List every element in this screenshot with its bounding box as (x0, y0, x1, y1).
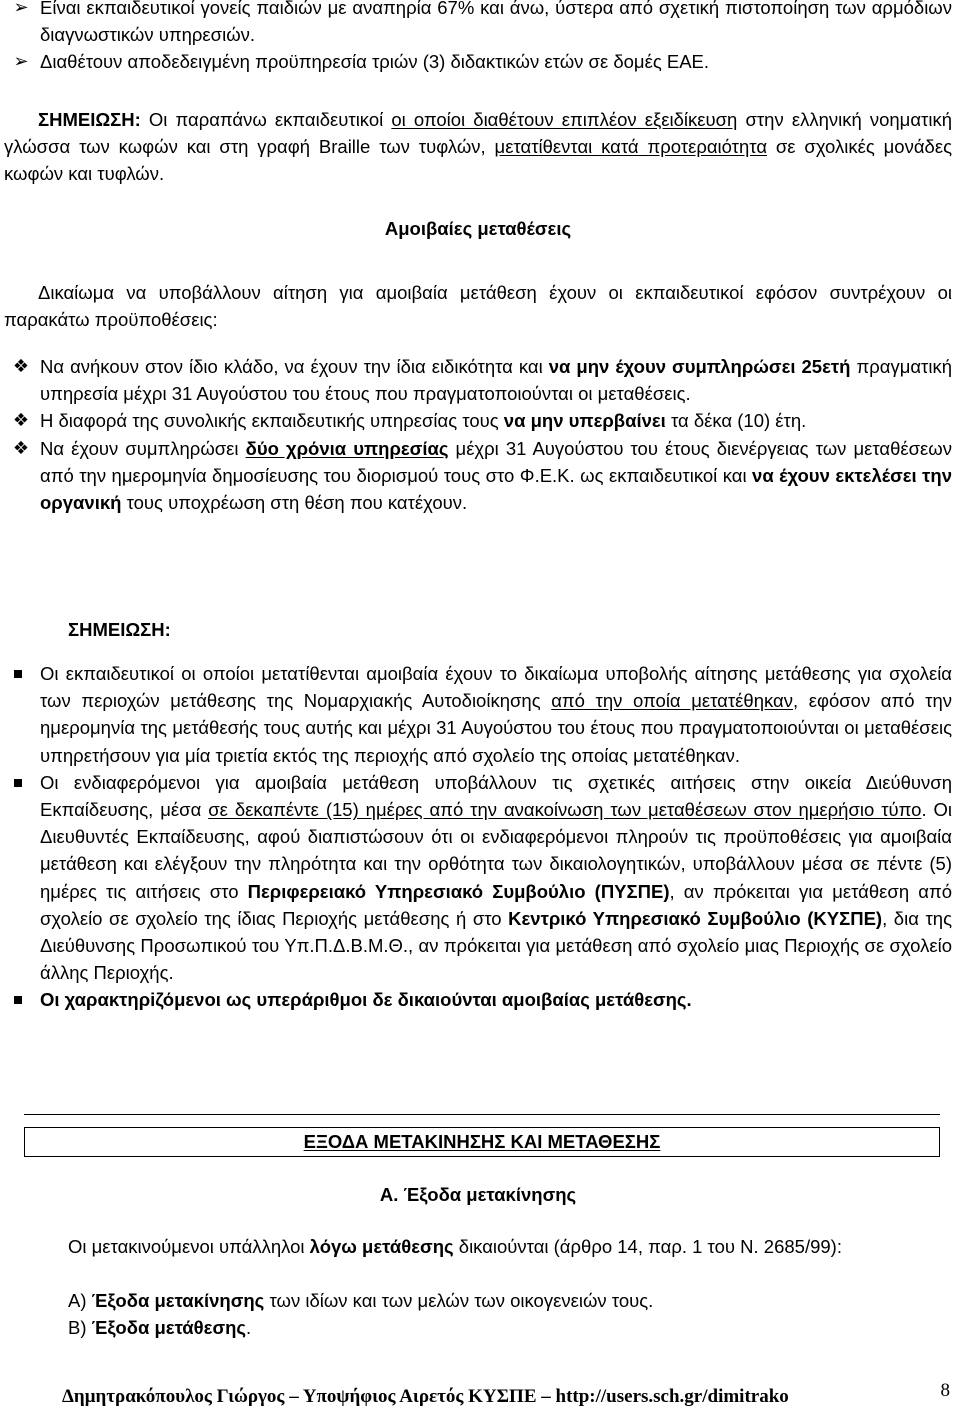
page-footer (0, 1380, 960, 1409)
text-run: , αν πρόκειται για μετάθεση από σχολείο σε σχολείο της ίδιας Περιοχής μετάθεσης ή στο (40, 880, 953, 929)
bold-text: ΣΗΜΕΙΩΣΗ: (38, 109, 141, 130)
list-item (4, 435, 952, 517)
top-bullet-list (4, 0, 952, 76)
section-a-title: Α. Έξοδα μετακίνησης (379, 1184, 577, 1205)
footer-text: Δημητρακόπουλος Γιώργος – Υποψήφιος Αιρετός ΚΥΣΠΕ – http://users.sch.gr/dimitrako (62, 1386, 789, 1407)
text-run: πραγματική υπηρεσία μέχρι 31 Αυγούστου του έτους που πραγματοποιούνται οι μεταθέσεις. (40, 356, 952, 405)
list-item (4, 407, 952, 434)
list-item (4, 353, 952, 407)
list-item (4, 0, 952, 48)
text-run: των ιδίων και των μελών των οικογενειών τους. (264, 1290, 654, 1311)
text-run: σε σχολικές μονάδες κωφών και τυφλών. (4, 136, 952, 185)
text-run: δικαιούνται (άρθρο 14, παρ. 1 του Ν. 2685/99): (453, 1236, 842, 1257)
bold-text: λόγω μετάθεσης (309, 1236, 454, 1257)
four-diamond-icon: ❖ (12, 356, 30, 376)
boxed-section-title: ΕΞΟΔΑ ΜΕΤΑΚΙΝΗΣΗΣ ΚΑΙ ΜΕΤΑΘΕΣΗΣ (24, 1127, 940, 1157)
bold-text: Έξοδα μετάθεσης (91, 1317, 247, 1339)
four-diamond-icon: ❖ (12, 410, 30, 431)
arrow-head-icon: ➢ (13, 0, 29, 17)
bold-text: Οι χαρακτηρiζόμενοι ως υπεράριθμοι δε δικαιούνται αμοιβαίας μετάθεσης. (40, 989, 692, 1011)
four-diamond-icon: ❖ (12, 437, 30, 458)
text-run: , εφόσον από την ημερομηνία της μετάθεσής τους αυτής και μέχρι 31 Αυγούστου του έτους που πραγματοποιούνται οι μεταθέσεις υπηρετήσουν για μία τριετία εκτός της περιοχής από σχολείο της οποίας μετατέθηκαν. (40, 690, 952, 766)
text-run: Β) (68, 1317, 92, 1339)
bold-underlined-text: δύο χρόνια υπηρεσίας (245, 437, 449, 459)
text-run: . (246, 1317, 252, 1339)
text-run: Είναι εκπαιδευτικοί γονείς παιδιών με αναπηρία 67% και άνω, ύστερα από σχετική πιστοποίηση των αρμόδιων διαγνωστικών υπηρεσιών. (40, 0, 952, 46)
square-icon (14, 996, 22, 1004)
underlined-text: από την οποία μετατέθηκαν (551, 690, 793, 712)
note-heading: ΣΗΜΕΙΩΣΗ: (68, 619, 171, 640)
bullet-text (40, 0, 952, 45)
section-a-intro (4, 1233, 952, 1260)
separator-line (24, 1114, 940, 1115)
text-run: Οι εκπαιδευτικοί οι οποίοι μετατίθενται αμοιβαία έχουν το δικαίωμα υποβολής αίτησης μετάθεσης για σχολεία των περιοχών μετάθεσης της Νομαρχιακής Αυτοδιοίκησης (40, 663, 952, 712)
text-run: . Οι Διευθυντές Εκπαίδευσης, αφού διαπιστώσουν ότι οι ενδιαφερόμενοι πληρούν τις προϋποθέσεις για αμοιβαία μετάθεση και ελέγξουν την πληρότητα και την ορθότητα των δικαιολογητικών, υποβάλλουν μέσα σε πέντε (5) ημέρες τις αιτήσεις στο (40, 799, 953, 902)
text-run: τα δέκα (10) έτη. (665, 410, 807, 432)
bold-text: Έξοδα μετακίνησης (91, 1290, 265, 1311)
text-run: Διαθέτουν αποδεδειγμένη προϋπηρεσία τριών (3) διδακτικών ετών σε δομές ΕΑΕ. (40, 51, 710, 73)
bold-text: να μην έχουν συμπληρώσει 25ετή (548, 356, 851, 377)
list-item (68, 1314, 948, 1341)
text-run: Α) (68, 1290, 92, 1311)
bold-text: Περιφερειακό Υπηρεσιακό Συμβούλιο (ΠΥΣΠΕ) (247, 880, 670, 902)
section-title-mutual-transfers: Αμοιβαίες μεταθέσεις (384, 218, 572, 239)
list-item (4, 769, 952, 987)
underlined-text: μετατίθενται κατά προτεραιότητα (494, 136, 768, 158)
square-icon (14, 670, 22, 678)
text-run: Οι ενδιαφερόμενοι για αμοιβαία μετάθεση υποβάλλουν τις σχετικές αιτήσεις στην οικεία Διεύθυνση Εκπαίδευσης, μέσα (40, 771, 952, 821)
underlined-text: οι οποίοι διαθέτουν επιπλέον εξειδίκευση (391, 109, 738, 130)
underlined-text: σε δεκαπέντε (15) ημέρες από την ανακοίνωση των μεταθέσεων στον ημερήσιο τύπο (208, 799, 922, 821)
list-item (4, 48, 952, 75)
conditions-list (4, 353, 952, 516)
bold-text: να μην υπερβαίνει (503, 410, 666, 432)
section-a-list (68, 1287, 948, 1341)
page-number: 8 (940, 1380, 950, 1401)
text-run: Οι παραπάνω εκπαιδευτικοί (140, 109, 392, 130)
square-icon (14, 779, 22, 787)
text-run: , δια της Διεύθυνσης Προσωπικού του Υπ.Π.Δ.Β.Μ.Θ., αν πρόκειται για μετάθεση από σχολείο μιας Περιοχής σε σχολείο άλλης Περιοχής. (40, 907, 952, 984)
list-item (4, 986, 952, 1013)
bold-text: να έχουν εκτελέσει την οργανική (40, 464, 952, 514)
list-item (68, 1287, 948, 1314)
text-run: μέχρι 31 Αυγούστου του έτους διενέργειας των μεταθέσεων από την ημερομηνία δημοσίευσης του διορισμού τους στο Φ.Ε.Κ. ως εκπαιδευτικοί και (40, 437, 952, 486)
text-run: στην ελληνική νοηματική γλώσσα των κωφών και στη γραφή Braille των τυφλών, (4, 109, 952, 158)
text-run: Να έχουν συμπληρώσει (40, 437, 246, 459)
text-run: Οι μετακινούμενοι υπάλληλοι (68, 1236, 310, 1257)
special-note-paragraph (4, 106, 952, 188)
text-run: Η διαφορά της συνολικής εκπαιδευτικής υπηρεσίας τους (40, 410, 504, 432)
text-run: τους υποχρέωση στη θέση που κατέχουν. (121, 492, 468, 514)
notes-list (4, 660, 952, 1014)
list-item (4, 660, 952, 769)
arrow-head-icon: ➢ (13, 51, 29, 72)
text-run: Να ανήκουν στον ίδιο κλάδο, να έχουν την ίδια ειδικότητα και (40, 356, 549, 377)
mutual-intro-paragraph: Δικαίωμα να υποβάλλουν αίτηση για αμοιβαία μετάθεση έχουν οι εκπαιδευτικοί εφόσον συντρέχουν οι παρακάτω προϋποθέσεις: (4, 282, 952, 331)
bullet-text (40, 51, 709, 72)
bold-text: Κεντρικό Υπηρεσιακό Συμβούλιο (ΚΥΣΠΕ) (508, 907, 883, 929)
